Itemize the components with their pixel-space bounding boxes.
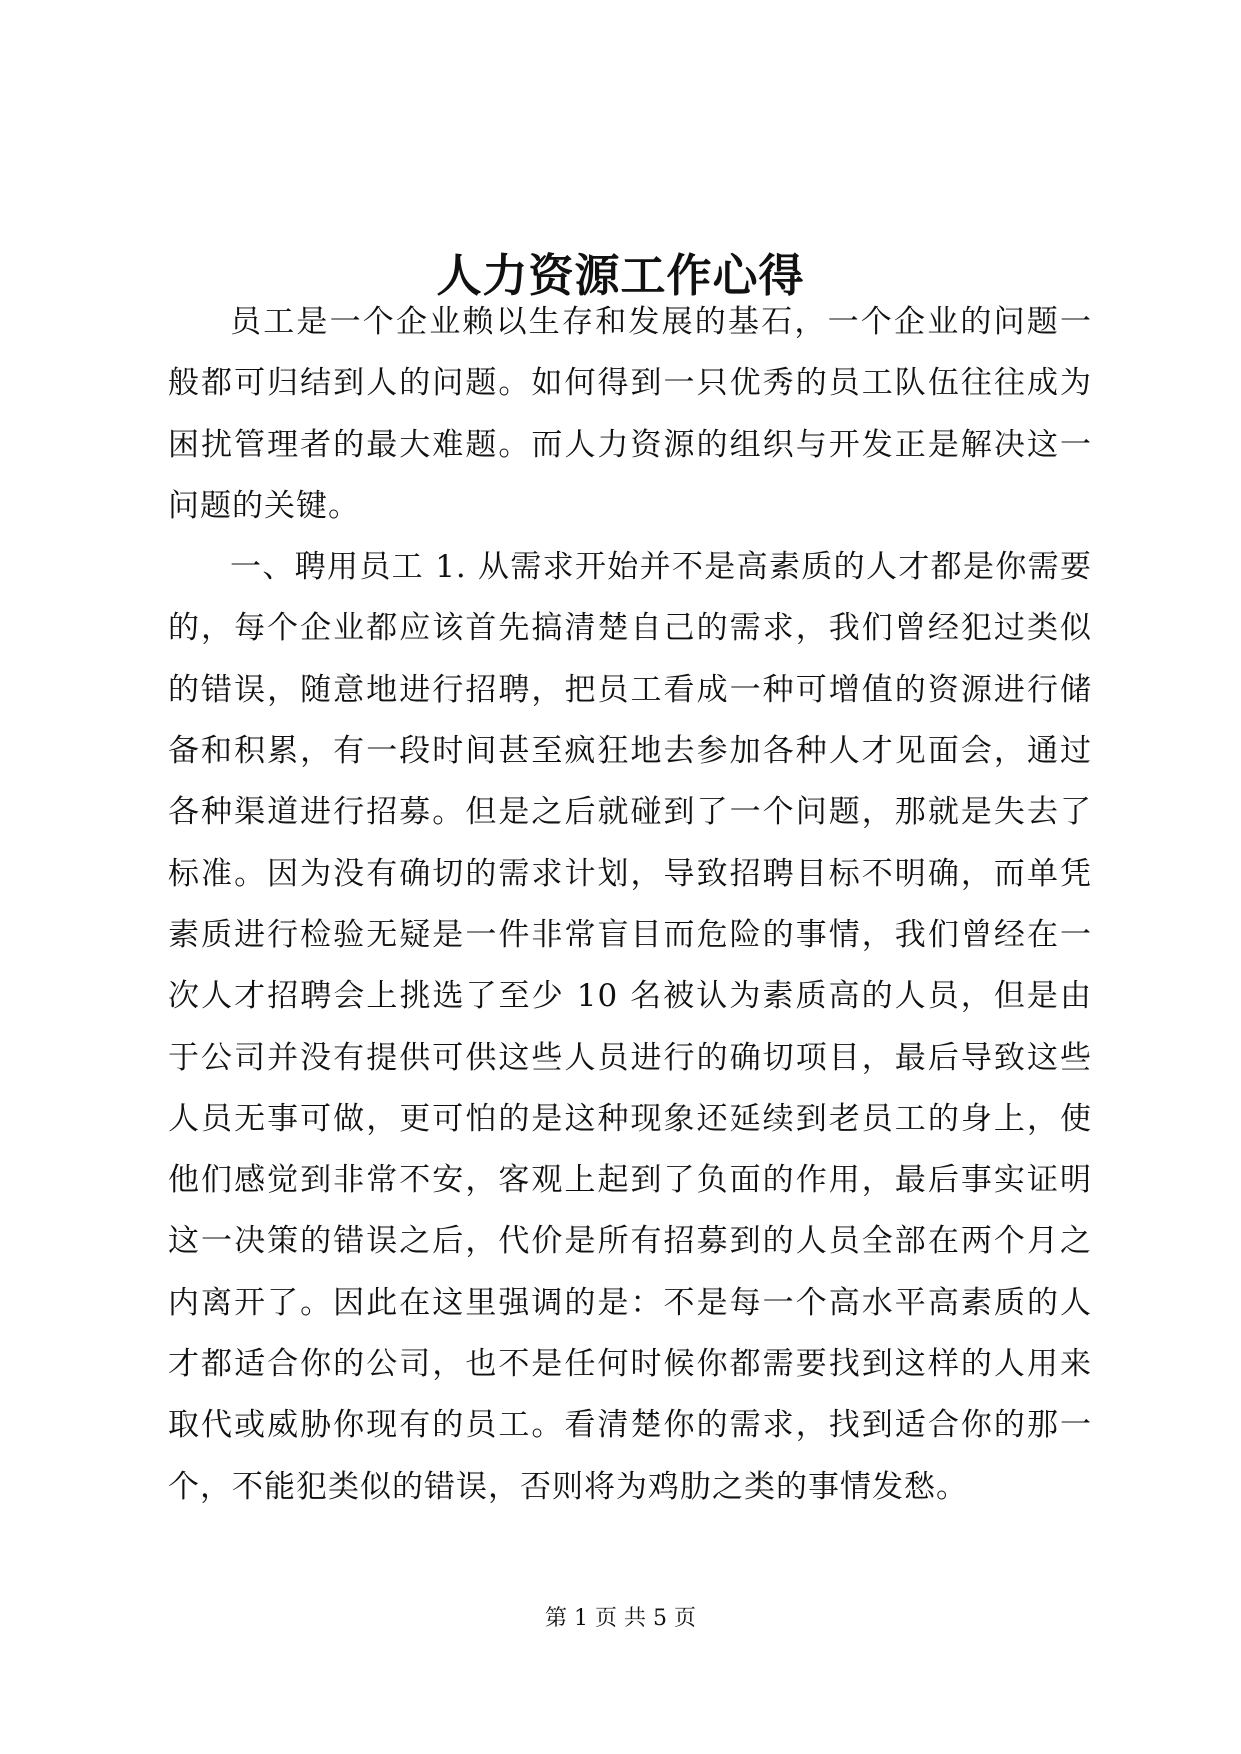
document-title: 人力资源工作心得: [436, 249, 805, 303]
document-body: [168, 292, 1092, 1518]
paragraph-intro: 员工是一个企业赖以生存和发展的基石，一个企业的问题一般都可归结到人的问题。如何得到一只优秀的员工队伍往往成为困扰管理者的最大难题。而人力资源的组织与开发正是解决这一问题的关键。: [168, 304, 1092, 524]
page-number-footer: 第 1 页 共 5 页: [545, 1606, 696, 1631]
paragraph-hiring: 一、聘用员工 1. 从需求开始并不是高素质的人才都是你需要的，每个企业都应该首先搞清楚自己的需求，我们曾经犯过类似的错误，随意地进行招聘，把员工看成一种可增值的资源进行储备和积累，有一段时间甚至疯狂地去参加各种人才见面会，通过各种渠道进行招募。但是之后就碰到了一个问题，那就是失去了标准。因为没有确切的需求计划，导致招聘目标不明确，而单凭素质进行检验无疑是一件非常盲目而危险的事情，我们曾经在一次人才招聘会上挑选了至少 10 名被认为素质高的人员，但是由于公司并没有提供可供这些人员进行的确切项目，最后导致这些人员无事可做，更可怕的是这种现象还延续到老员工的身上，使他们感觉到非常不安，客观上起到了负面的作用，最后事实证明这一决策的错误之后，代价是所有招募到的人员全部在两个月之内离开了。因此在这里强调的是：不是每一个高水平高素质的人才都适合你的公司，也不是任何时候你都需要找到这样的人用来取代或威胁你现有的员工。看清楚你的需求，找到适合你的那一个，不能犯类似的错误，否则将为鸡肋之类的事情发愁。: [168, 549, 1092, 1505]
